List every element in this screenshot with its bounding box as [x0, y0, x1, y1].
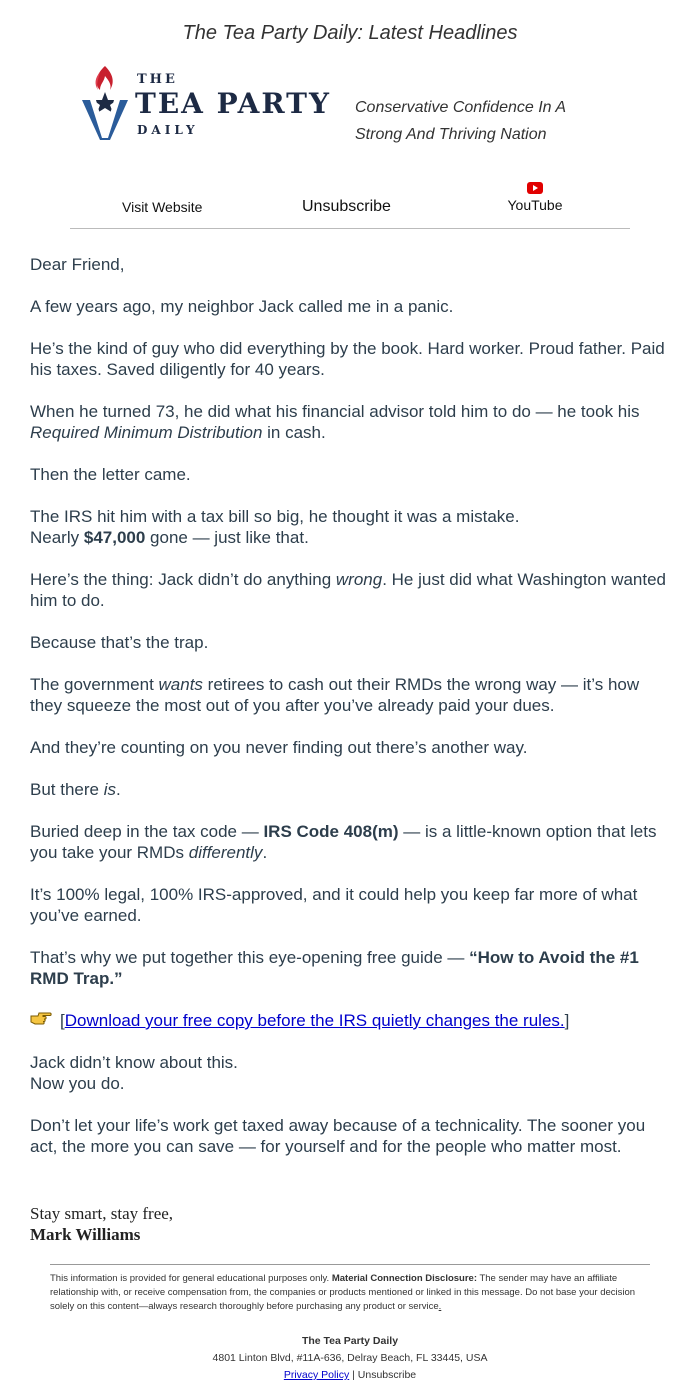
p3-text-b: in cash. [262, 423, 326, 442]
p14-line-1: Jack didn’t know about this. [30, 1053, 238, 1072]
paragraph-5 [30, 506, 670, 548]
paragraph-4: Then the letter came. [30, 465, 191, 484]
p11-text-a: Buried deep in the tax code — [30, 822, 264, 841]
p5-line-1: The IRS hit him with a tax bill so big, he thought it was a mistake. [30, 507, 520, 526]
tagline-line-2: Strong And Thriving Nation [355, 126, 547, 143]
footer-company: The Tea Party Daily [301, 1335, 399, 1347]
paragraph-6 [30, 569, 670, 611]
email-body [30, 254, 670, 1178]
p5-amount: $47,000 [83, 528, 146, 547]
paragraph-2: He’s the kind of guy who did everything by the book. Hard worker. Proud father. Paid his taxes. Saved diligently for 40 years. [30, 339, 665, 379]
p6-emphasis: wrong [335, 570, 383, 589]
p13-text-a: That’s why we put together this eye-opening free guide — [30, 948, 470, 967]
footer-address: 4801 Linton Blvd, #11A-636, Delray Beach, FL 33445, USA [212, 1352, 488, 1364]
download-guide-link[interactable]: Download your free copy before the IRS quietly changes the rules. [64, 1011, 565, 1030]
paragraph-8 [30, 674, 670, 716]
p5-text-b: gone — just like that. [145, 528, 309, 547]
cta-bracket-open: [ [60, 1011, 65, 1030]
p11-text-b: — is a little-known option that lets you take your RMDs [30, 822, 657, 862]
p8-text-b: retirees to cash out their RMDs the wrong way — it’s how they squeeze the most out of you after you’ve already paid your dues. [30, 675, 640, 715]
guide-title: “How to Avoid the #1 RMD Trap.” [30, 948, 639, 988]
disclaimer-text-a: This information is provided for general educational purposes only. [50, 1273, 332, 1284]
p6-text-b: . He just did what Washington wanted him to do. [30, 570, 667, 610]
cta-bracket-close: ] [564, 1011, 570, 1030]
footer-separator: | [349, 1369, 358, 1381]
tagline [355, 94, 615, 148]
p8-emphasis: wants [158, 675, 203, 694]
privacy-policy-link[interactable]: Privacy Policy [283, 1369, 350, 1381]
footer [0, 1333, 700, 1384]
logo-daily: DAILY [137, 123, 199, 137]
signature-name: Mark Williams [30, 1225, 141, 1244]
p8-text-a: The government [30, 675, 159, 694]
youtube-link[interactable] [500, 182, 570, 213]
paragraph-12: It’s 100% legal, 100% IRS-approved, and it could help you keep far more of what you’ve earned. [30, 885, 638, 925]
youtube-label: YouTube [507, 197, 563, 213]
visit-website-link[interactable]: Visit Website [122, 199, 203, 215]
footer-links [0, 1367, 700, 1384]
p10-emphasis: is [103, 780, 116, 799]
paragraph-13 [30, 947, 670, 989]
signature-closing: Stay smart, stay free, [30, 1204, 174, 1223]
greeting: Dear Friend, [30, 255, 125, 274]
paragraph-1: A few years ago, my neighbor Jack called me in a panic. [30, 297, 454, 316]
torch-star-icon [80, 62, 130, 142]
disclaimer-text-b: The sender may have an affiliate relationship with, or receive compensation from, the companies or products mentioned or linked in this message. Do not base your decision solely on this content—always research thoroughly before purchasing any product or service [50, 1273, 636, 1312]
p3-text-a: When he turned 73, he did what his financial advisor told him to do — he took his [30, 402, 640, 421]
p6-text-a: Here’s the thing: Jack didn’t do anything [30, 570, 336, 589]
disclaimer [50, 1264, 650, 1314]
paragraph-7: Because that’s the trap. [30, 633, 209, 652]
paragraph-15: Don’t let your life’s work get taxed away because of a technicality. The sooner you act, the more you can save — for yourself and for the people who matter most. [30, 1116, 646, 1156]
p3-emphasis: Required Minimum Distribution [30, 423, 263, 442]
paragraph-9: And they’re counting on you never finding out there’s another way. [30, 738, 528, 757]
paragraph-11 [30, 821, 670, 863]
footer-unsubscribe-link[interactable]: Unsubscribe [357, 1369, 417, 1381]
p11-emphasis: differently [188, 843, 263, 862]
page-title: The Tea Party Daily: Latest Headlines [182, 22, 518, 44]
cta-row [30, 1010, 670, 1031]
tea-party-daily-logo[interactable] [80, 62, 340, 142]
unsubscribe-link[interactable]: Unsubscribe [302, 198, 391, 215]
paragraph-14 [30, 1052, 670, 1094]
paragraph-3 [30, 401, 670, 443]
p11-irs-code: IRS Code 408(m) [263, 822, 399, 841]
p5-text-a: Nearly [30, 528, 84, 547]
signature [30, 1203, 173, 1245]
logo-name: TEA PARTY [135, 87, 331, 120]
header-nav [70, 180, 630, 229]
disclaimer-period: . [438, 1301, 442, 1312]
p14-line-2: Now you do. [30, 1074, 125, 1093]
p10-text-b: . [116, 780, 121, 799]
tagline-line-1: Conservative Confidence In A [355, 99, 567, 116]
p10-text-a: But there [30, 780, 104, 799]
logo-the: THE [137, 72, 178, 87]
pointing-hand-icon [30, 1010, 52, 1031]
youtube-icon [527, 182, 543, 194]
disclaimer-bold: Material Connection Disclosure: [331, 1273, 477, 1284]
p11-text-c: . [262, 843, 268, 862]
paragraph-10 [30, 779, 670, 800]
